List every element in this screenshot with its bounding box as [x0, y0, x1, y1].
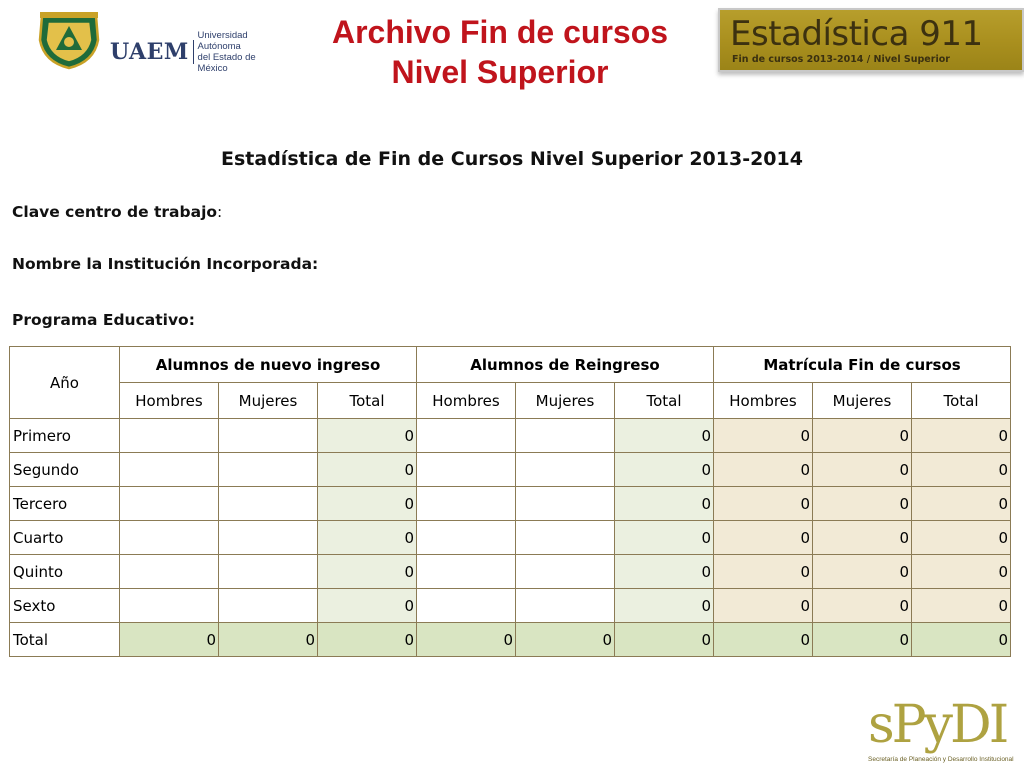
table-row	[10, 555, 1011, 589]
input-cell[interactable]	[417, 453, 516, 487]
input-cell[interactable]	[417, 589, 516, 623]
value-cell: 0	[813, 419, 912, 453]
table-row	[10, 521, 1011, 555]
page-title-line2: Nivel Superior	[391, 54, 609, 90]
value-cell: 0	[912, 521, 1011, 555]
banner-subtitle: Fin de cursos 2013-2014 / Nivel Superior	[732, 54, 950, 65]
uaem-fullname-line2: del Estado de México	[197, 52, 256, 74]
uaem-fullname-line1: Universidad Autónoma	[197, 30, 248, 52]
input-cell[interactable]	[219, 419, 318, 453]
value-cell: 0	[912, 623, 1011, 657]
value-cell: 0	[318, 487, 417, 521]
uaem-fullname	[198, 30, 276, 74]
value-cell: 0	[813, 521, 912, 555]
value-cell: 0	[615, 453, 714, 487]
input-cell[interactable]	[219, 521, 318, 555]
uaem-name: UAEM	[110, 39, 189, 65]
uaem-separator	[193, 40, 194, 64]
estadistica-911-banner	[718, 8, 1024, 72]
value-cell: 0	[912, 419, 1011, 453]
value-cell: 0	[813, 453, 912, 487]
value-cell: 0	[615, 589, 714, 623]
value-cell: 0	[615, 487, 714, 521]
input-cell[interactable]	[120, 555, 219, 589]
input-cell[interactable]	[516, 521, 615, 555]
input-cell[interactable]	[417, 419, 516, 453]
subheader-total: Total	[318, 383, 417, 419]
subheader-mujeres: Mujeres	[219, 383, 318, 419]
value-cell: 0	[714, 589, 813, 623]
value-cell: 0	[912, 487, 1011, 521]
value-cell: 0	[615, 419, 714, 453]
row-label: Primero	[10, 419, 120, 453]
page-title	[290, 12, 710, 92]
input-cell[interactable]	[516, 487, 615, 521]
value-cell: 0	[813, 623, 912, 657]
value-cell: 0	[813, 589, 912, 623]
value-cell: 0	[912, 453, 1011, 487]
value-cell: 0	[318, 555, 417, 589]
row-label: Sexto	[10, 589, 120, 623]
value-cell: 0	[318, 589, 417, 623]
input-cell[interactable]	[120, 453, 219, 487]
uaem-seal-icon	[36, 10, 102, 70]
banner-title: Estadística 911	[730, 14, 983, 54]
header-group-matricula: Matrícula Fin de cursos	[714, 347, 1011, 383]
form-subtitle: Estadística de Fin de Cursos Nivel Superior 2013-2014	[221, 148, 803, 170]
value-cell: 0	[318, 521, 417, 555]
row-label: Tercero	[10, 487, 120, 521]
subheader-hombres: Hombres	[714, 383, 813, 419]
subheader-mujeres: Mujeres	[813, 383, 912, 419]
input-cell[interactable]	[120, 487, 219, 521]
spydi-logo	[858, 696, 1024, 768]
value-cell: 0	[714, 555, 813, 589]
input-cell[interactable]	[417, 521, 516, 555]
input-cell[interactable]	[516, 589, 615, 623]
value-cell: 0	[714, 487, 813, 521]
value-cell: 0	[318, 419, 417, 453]
field-clave-centro	[12, 203, 222, 221]
table-row	[10, 453, 1011, 487]
value-cell: 0	[714, 419, 813, 453]
row-label: Total	[10, 623, 120, 657]
value-cell: 0	[912, 555, 1011, 589]
value-cell: 0	[219, 623, 318, 657]
table-row	[10, 487, 1011, 521]
value-cell: 0	[318, 623, 417, 657]
row-label: Cuarto	[10, 521, 120, 555]
input-cell[interactable]	[219, 487, 318, 521]
row-label: Quinto	[10, 555, 120, 589]
value-cell: 0	[813, 555, 912, 589]
table-body	[10, 419, 1011, 657]
table-group-header-row	[10, 347, 1011, 383]
field-nombre-institucion: Nombre la Institución Incorporada:	[12, 255, 319, 273]
input-cell[interactable]	[417, 555, 516, 589]
value-cell: 0	[516, 623, 615, 657]
input-cell[interactable]	[219, 453, 318, 487]
value-cell: 0	[318, 453, 417, 487]
subheader-mujeres: Mujeres	[516, 383, 615, 419]
value-cell: 0	[714, 521, 813, 555]
enrollment-table	[9, 346, 1011, 657]
value-cell: 0	[615, 521, 714, 555]
input-cell[interactable]	[516, 419, 615, 453]
value-cell: 0	[120, 623, 219, 657]
value-cell: 0	[912, 589, 1011, 623]
subheader-hombres: Hombres	[120, 383, 219, 419]
header-group-nuevo-ingreso: Alumnos de nuevo ingreso	[120, 347, 417, 383]
subheader-total: Total	[912, 383, 1011, 419]
input-cell[interactable]	[219, 589, 318, 623]
subheader-hombres: Hombres	[417, 383, 516, 419]
value-cell: 0	[813, 487, 912, 521]
value-cell: 0	[615, 623, 714, 657]
value-cell: 0	[615, 555, 714, 589]
input-cell[interactable]	[219, 555, 318, 589]
input-cell[interactable]	[516, 453, 615, 487]
value-cell: 0	[714, 453, 813, 487]
field-programa-educativo: Programa Educativo:	[12, 311, 195, 329]
value-cell: 0	[714, 623, 813, 657]
input-cell[interactable]	[120, 419, 219, 453]
header-year: Año	[10, 347, 120, 419]
table-total-row	[10, 623, 1011, 657]
input-cell[interactable]	[120, 589, 219, 623]
input-cell[interactable]	[417, 487, 516, 521]
uaem-logo	[36, 10, 276, 72]
table-row	[10, 589, 1011, 623]
input-cell[interactable]	[120, 521, 219, 555]
page-title-line1: Archivo Fin de cursos	[331, 14, 669, 50]
uaem-wordmark	[110, 30, 276, 74]
value-cell: 0	[417, 623, 516, 657]
spydi-logo-text: sPyDI	[868, 695, 1007, 755]
field-clave-label: Clave centro de trabajo	[12, 203, 218, 221]
input-cell[interactable]	[516, 555, 615, 589]
row-label: Segundo	[10, 453, 120, 487]
table-subheader-row	[10, 383, 1011, 419]
header-group-reingreso: Alumnos de Reingreso	[417, 347, 714, 383]
field-clave-colon: :	[217, 203, 223, 221]
subheader-total: Total	[615, 383, 714, 419]
spydi-caption: Secretaría de Planeación y Desarrollo Institucional	[868, 756, 1014, 763]
table-row	[10, 419, 1011, 453]
